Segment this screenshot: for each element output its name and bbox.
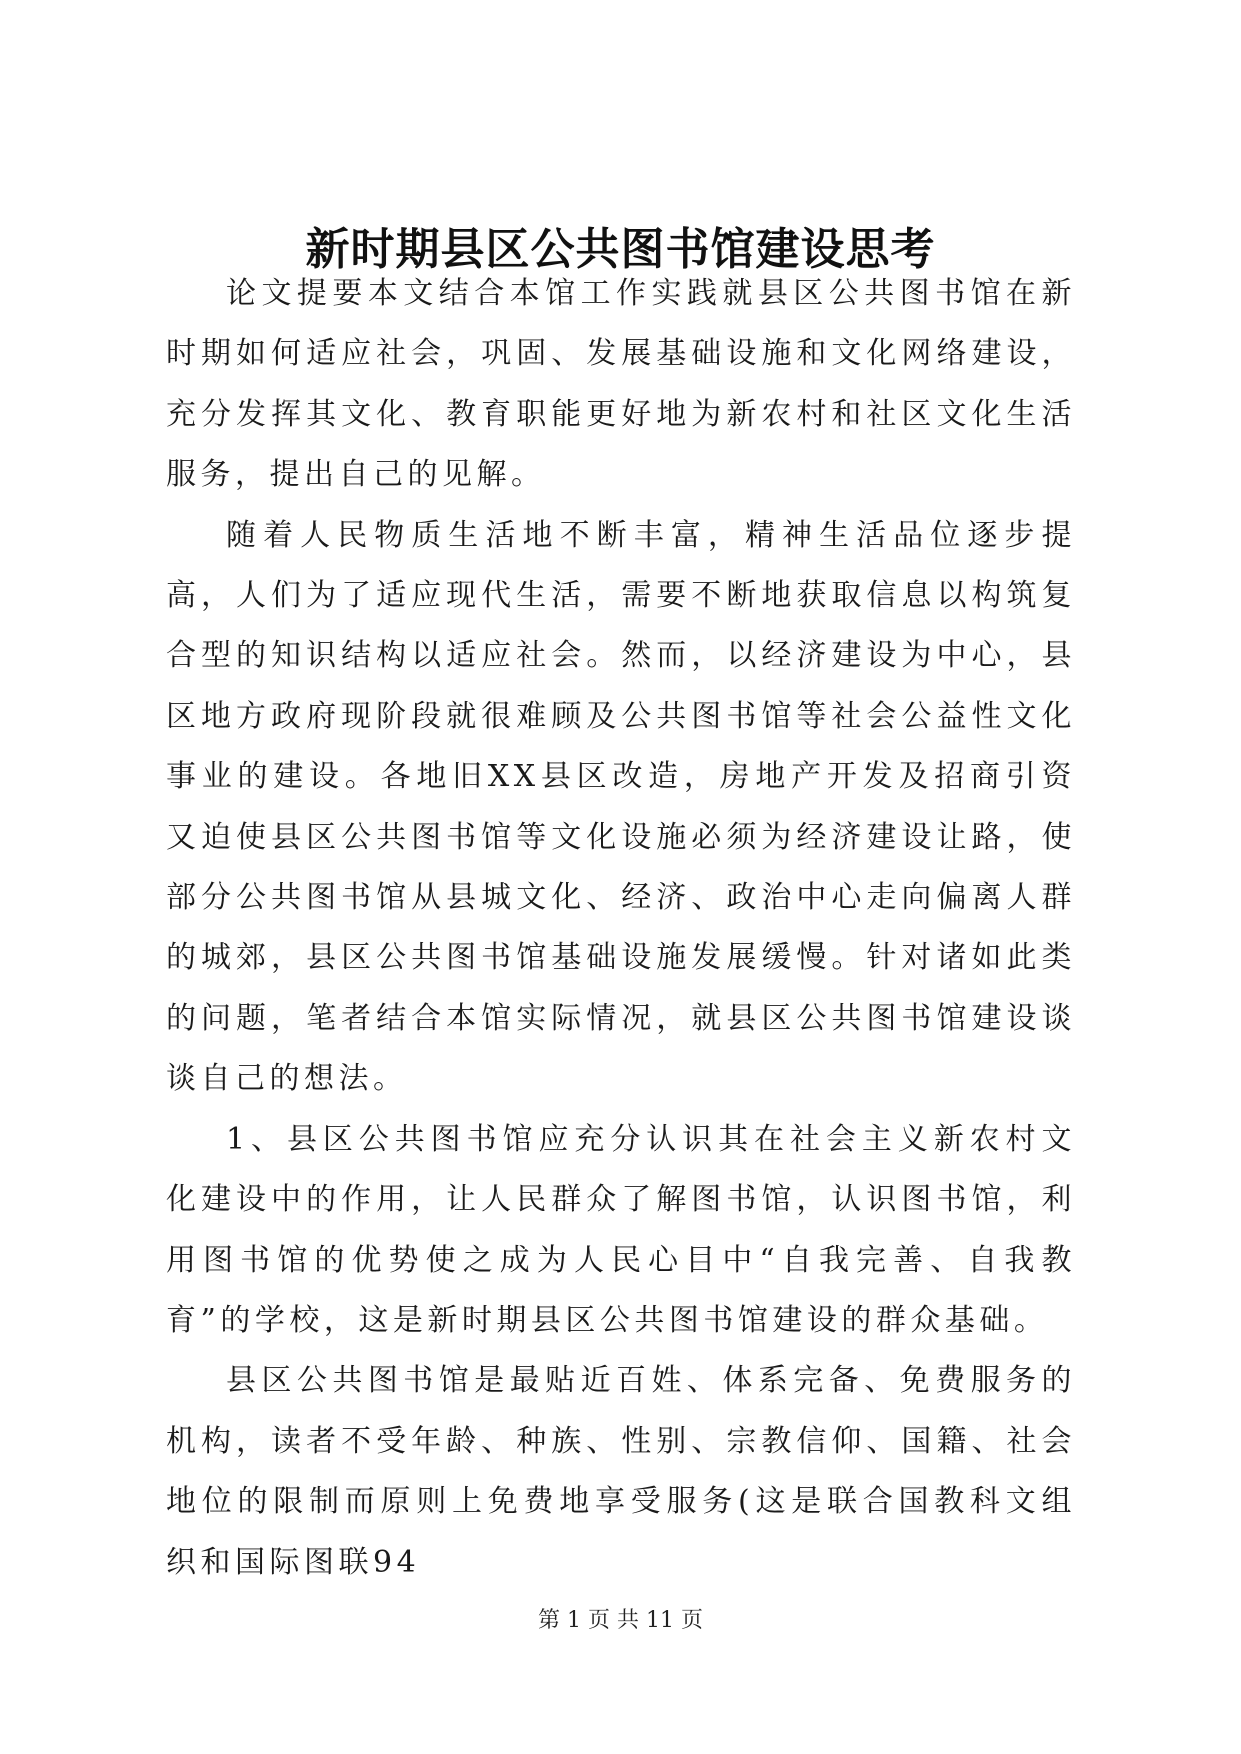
paragraph-background: 随着人民物质生活地不断丰富，精神生活品位逐步提高，人们为了适应现代生活，需要不断地获取信息以构筑复合型的知识结构以适应社会。然而，以经济建设为中心，县区地方政府现阶段就很难顾及公共图书馆等社会公益性文化事业的建设。各地旧XX县区改造，房地产开发及招商引资又迫使县区公共图书馆等文化设施必须为经济建设让路，使部分公共图书馆从县城文化、经济、政治中心走向偏离人群的城郊，县区公共图书馆基础设施发展缓慢。针对诸如此类的问题，笔者结合本馆实际情况，就县区公共图书馆建设谈谈自己的想法。: [166, 517, 1076, 1097]
page-footer: 第 1 页 共 11 页: [538, 1608, 703, 1633]
document-body: [166, 264, 1076, 1593]
paragraph-library-service: 县区公共图书馆是最贴近百姓、体系完备、免费服务的机构，读者不受年龄、种族、性别、宗教信仰、国籍、社会地位的限制而原则上免费地享受服务(这是联合国教科文组织和国际图联94: [166, 1363, 1076, 1580]
paragraph-abstract: 论文提要本文结合本馆工作实践就县区公共图书馆在新时期如何适应社会，巩固、发展基础设施和文化网络建设，充分发挥其文化、教育职能更好地为新农村和社区文化生活服务，提出自己的见解。: [166, 276, 1076, 493]
paragraph-point-1: 1、县区公共图书馆应充分认识其在社会主义新农村文化建设中的作用，让人民群众了解图书馆，认识图书馆，利用图书馆的优势使之成为人民心目中“自我完善、自我教育”的学校，这是新时期县区公共图书馆建设的群众基础。: [166, 1121, 1076, 1338]
document-title: 新时期县区公共图书馆建设思考: [305, 224, 936, 275]
